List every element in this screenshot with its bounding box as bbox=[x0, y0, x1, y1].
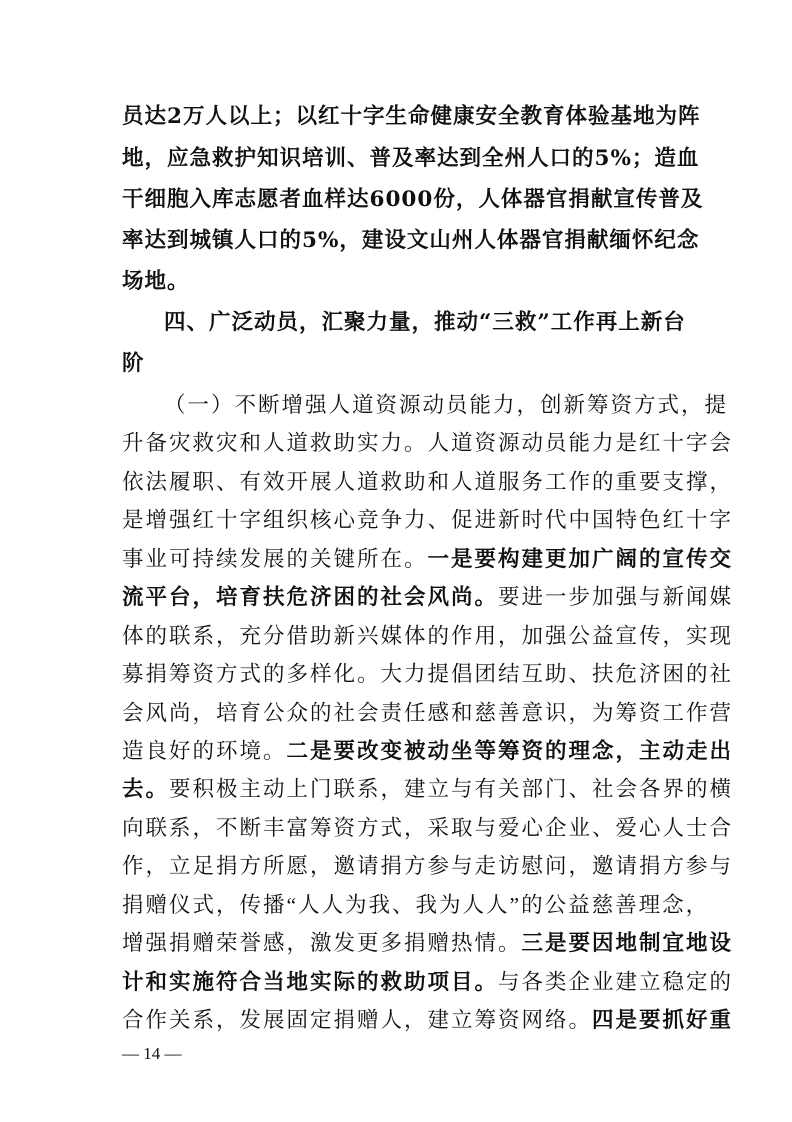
emphasis-text: 去。 bbox=[122, 777, 170, 801]
paragraph-line: 造良好的环境。二是要改变被动坐等筹资的理念，主动走出 bbox=[122, 739, 734, 763]
paragraph-line: 增强捐赠荣誉感，激发更多捐赠热情。三是要因地制宜地设 bbox=[122, 931, 734, 955]
paragraph-line: 流平台，培育扶危济困的社会风尚。要进一步加强与新闻媒 bbox=[122, 585, 734, 609]
paragraph-line: 依法履职、有效开展人道救助和人道服务工作的重要支撑， bbox=[122, 470, 734, 494]
paragraph-line: 体的联系，充分借助新兴媒体的作用，加强公益宣传，实现 bbox=[122, 624, 734, 648]
paragraph-line: 向联系，不断丰富筹资方式，采取与爱心企业、爱心人士合 bbox=[122, 816, 734, 840]
paragraph-line: 募捐筹资方式的多样化。大力提倡团结互助、扶危济困的社 bbox=[122, 662, 734, 686]
section-heading: 四、广泛动员，汇聚力量，推动“三救”工作再上新台 bbox=[164, 310, 686, 335]
emphasis-text: 三是要因地制宜地设 bbox=[521, 931, 734, 955]
paragraph-line: 场地。 bbox=[122, 269, 190, 294]
emphasis-text: 计和实施符合当地实际的救助项目。 bbox=[122, 970, 499, 994]
paragraph-line: 去。要积极主动上门联系，建立与有关部门、社会各界的横 bbox=[122, 777, 734, 801]
paragraph-line: 计和实施符合当地实际的救助项目。与各类企业建立稳定的 bbox=[122, 970, 734, 994]
section-heading: 阶 bbox=[122, 351, 145, 376]
emphasis-text: 一是要构建更加广阔的宣传交 bbox=[427, 547, 734, 571]
paragraph-line: 率达到城镇人口的5%，建设文山州人体器官捐献缅怀纪念 bbox=[122, 228, 700, 253]
paragraph-line: 事业可持续发展的关键所在。一是要构建更加广阔的宣传交 bbox=[122, 547, 734, 571]
paragraph-line: 员达2万人以上；以红十字生命健康安全教育体验基地为阵 bbox=[122, 104, 701, 129]
paragraph-line: 捐赠仪式，传播“人人为我、我为人人”的公益慈善理念， bbox=[122, 893, 710, 917]
paragraph-line: 是增强红十字组织核心竞争力、促进新时代中国特色红十字 bbox=[122, 508, 734, 532]
paragraph-line: 地，应急救护知识培训、普及率达到全州人口的5%；造血 bbox=[122, 146, 700, 171]
page-number: — 14 — bbox=[122, 1044, 182, 1063]
emphasis-text: 流平台，培育扶危济困的社会风尚。 bbox=[122, 585, 499, 609]
paragraph-line: 会风尚，培育公众的社会责任感和慈善意识，为筹资工作营 bbox=[122, 701, 734, 725]
paragraph-line: 升备灾救灾和人道救助实力。人道资源动员能力是红十字会 bbox=[122, 431, 734, 455]
paragraph-line: 作，立足捐方所愿，邀请捐方参与走访慰问，邀请捐方参与 bbox=[122, 854, 734, 878]
emphasis-text: 四是要抓好重 bbox=[592, 1008, 734, 1032]
paragraph-line: （一）不断增强人道资源动员能力，创新筹资方式，提 bbox=[164, 393, 729, 417]
emphasis-text: 二是要改变被动坐等筹资的理念，主动走出 bbox=[286, 739, 734, 763]
paragraph-line: 合作关系，发展固定捐赠人，建立筹资网络。四是要抓好重 bbox=[122, 1008, 734, 1032]
paragraph-line: 干细胞入库志愿者血样达6000份，人体器官捐献宣传普及 bbox=[122, 187, 704, 212]
